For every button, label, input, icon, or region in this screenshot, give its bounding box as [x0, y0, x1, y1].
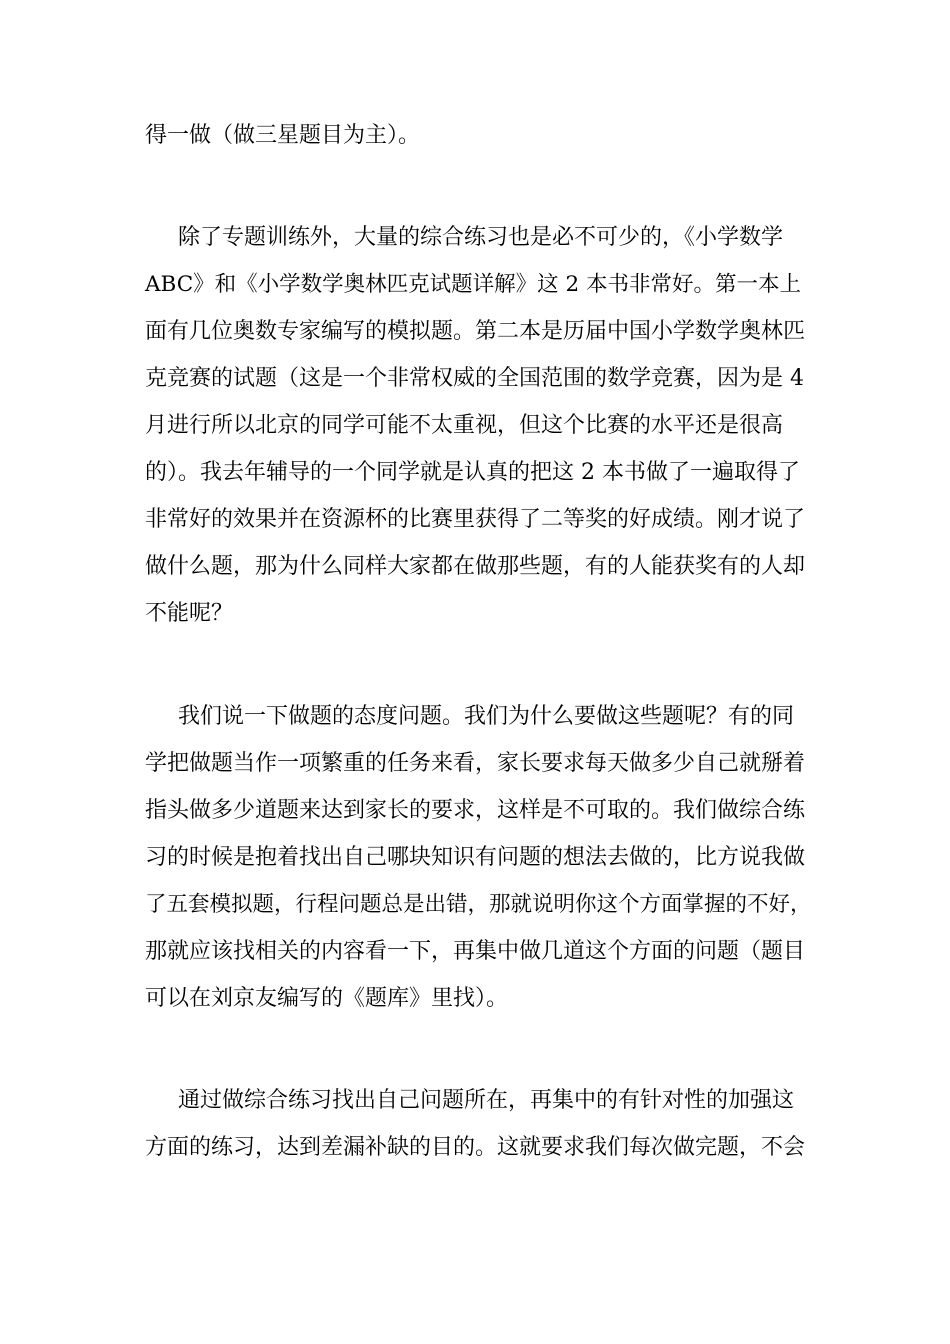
- paragraph-2-line-8: 做什么题，那为什么同样大家都在做那些题，有的人能获奖有的人却: [145, 554, 806, 579]
- paragraph-3-line-2: 学把做题当作一项繁重的任务来看，家长要求每天做多少自己就掰着: [145, 751, 806, 776]
- paragraph-1-line-1: 得一做（做三星题目为主）。: [145, 123, 421, 148]
- paragraph-4-line-2: 方面的练习，达到差漏补缺的目的。这就要求我们每次做完题，不会: [145, 1135, 806, 1160]
- paragraph-2-line-7: 非常好的效果并在资源杯的比赛里获得了二等奖的好成绩。刚才说了: [145, 507, 806, 532]
- paragraph-4-line-1: 通过做综合练习找出自己问题所在，再集中的有针对性的加强这: [178, 1088, 795, 1113]
- paragraph-2-line-1: 除了专题训练外，大量的综合练习也是必不可少的，《小学数学: [178, 225, 784, 250]
- paragraph-2-line-3: 面有几位奥数专家编写的模拟题。第二本是历届中国小学数学奥林匹: [145, 319, 806, 344]
- paragraph-3-line-5: 了五套模拟题，行程问题总是出错，那就说明你这个方面掌握的不好，: [145, 892, 812, 917]
- paragraph-2-line-9: 不能呢？: [145, 601, 234, 626]
- paragraph-3-line-6: 那就应该找相关的内容看一下，再集中做几道这个方面的问题（题目: [145, 939, 806, 964]
- paragraph-3-line-7: 可以在刘京友编写的《题库》里找）。: [145, 986, 509, 1011]
- paragraph-2-line-5: 月进行所以北京的同学可能不太重视，但这个比赛的水平还是很高: [145, 413, 784, 438]
- paragraph-2-line-2: ABC》和《小学数学奥林匹克试题详解》这 2 本书非常好。第一本上: [145, 272, 802, 297]
- paragraph-3-line-4: 习的时候是抱着找出自己哪块知识有问题的想法去做的，比方说我做: [145, 845, 806, 870]
- paragraph-3-line-3: 指头做多少道题来达到家长的要求，这样是不可取的。我们做综合练: [145, 798, 806, 823]
- paragraph-2-line-4: 克竞赛的试题（这是一个非常权威的全国范围的数学竞赛，因为是 4: [145, 366, 804, 391]
- paragraph-2-line-6: 的）。我去年辅导的一个同学就是认真的把这 2 本书做了一遍取得了: [145, 460, 800, 485]
- paragraph-3-line-1: 我们说一下做题的态度问题。我们为什么要做这些题呢？有的同: [178, 704, 795, 729]
